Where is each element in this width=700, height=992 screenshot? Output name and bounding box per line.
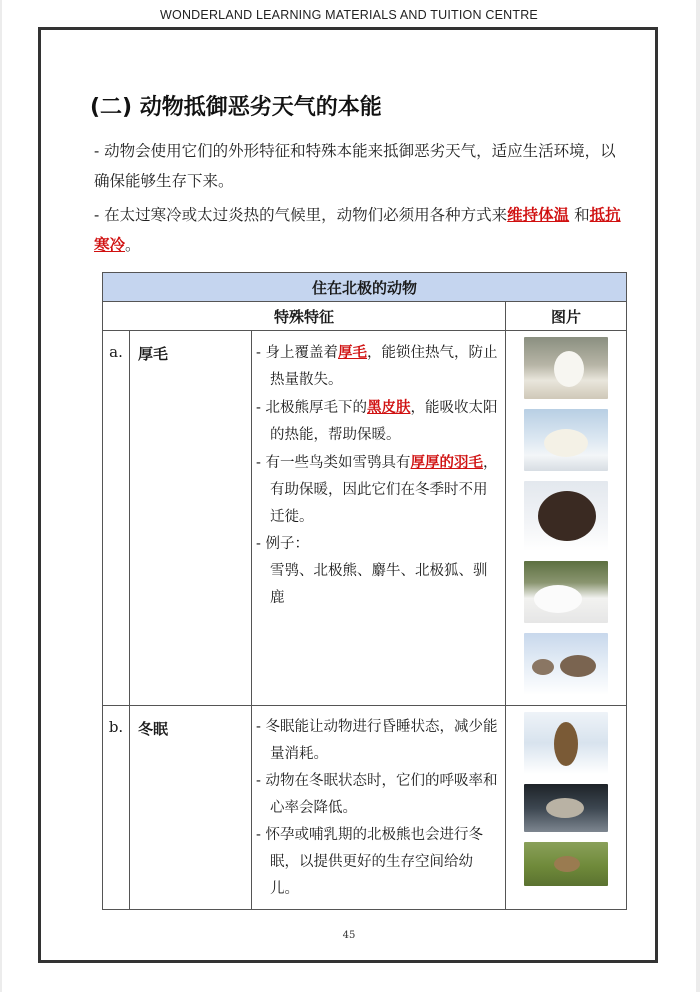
hibernating-bear-photo xyxy=(524,784,608,832)
feature-name: 冬眠 xyxy=(130,706,252,910)
climate-paragraph-end: 。 xyxy=(125,236,141,254)
picture-cell xyxy=(506,706,627,910)
climate-paragraph-and: 和 xyxy=(569,206,590,224)
intro-paragraph: - 动物会使用它们的外形特征和特殊本能来抵御恶劣天气，适应生活环境，以确保能够生存下来。 xyxy=(94,142,616,190)
list-item: - 有一些鸟类如雪鸮具有厚厚的羽毛，有助保暖，因此它们在冬季时不用迁徙。 xyxy=(256,454,498,525)
highlight-thick-fur: 厚毛 xyxy=(338,344,368,361)
polar-bear-photo xyxy=(524,409,608,471)
list-item: - 冬眠能让动物进行昏睡状态，减少能量消耗。 xyxy=(256,719,498,762)
row-label: a. xyxy=(103,331,130,706)
highlight-keep-temperature: 维持体温 xyxy=(507,205,570,224)
list-item: - 身上覆盖着厚毛，能锁住热气，防止热量散失。 xyxy=(256,344,498,388)
highlight-resist-cold: 抵抗寒冷 xyxy=(94,205,621,254)
list-item: - 北极熊厚毛下的黑皮肤，能吸收太阳的热能，帮助保暖。 xyxy=(256,399,498,443)
table-title: 住在北极的动物 xyxy=(103,273,627,302)
feature-name: 厚毛 xyxy=(130,331,252,706)
column-header-pictures: 图片 xyxy=(506,302,627,331)
reindeer-photo xyxy=(524,633,608,695)
list-item: 雪鸮、北极熊、麝牛、北极狐、驯鹿 xyxy=(270,563,488,606)
section-title: (二) 动物抵御恶劣天气的本能 xyxy=(90,95,382,120)
table-row xyxy=(103,706,627,910)
row-label: b. xyxy=(103,706,130,910)
table-row xyxy=(103,331,627,706)
feature-description xyxy=(252,706,506,910)
document-page xyxy=(2,0,696,992)
page-header: WONDERLAND LEARNING MATERIALS AND TUITION CENTRE xyxy=(160,8,538,22)
arctic-fox-photo xyxy=(524,561,608,623)
feature-description xyxy=(252,331,506,706)
list-item: - 怀孕或哺乳期的北极熊也会进行冬眠，以提供更好的生存空间给幼儿。 xyxy=(256,827,484,897)
climate-paragraph-text: - 在太过寒冷或太过炎热的气候里，动物们必须用各种方式来 xyxy=(94,206,508,224)
ground-squirrel-photo xyxy=(524,842,608,886)
climate-paragraph xyxy=(94,200,624,260)
highlight-thick-feathers: 厚厚的羽毛 xyxy=(410,454,484,471)
picture-cell xyxy=(506,331,627,706)
arctic-animals-table xyxy=(102,272,627,910)
list-item: - 例子： xyxy=(256,536,310,552)
column-header-features: 特殊特征 xyxy=(103,302,506,331)
page-number: 45 xyxy=(342,930,356,941)
musk-ox-photo xyxy=(524,481,608,551)
marmot-photo xyxy=(524,712,608,774)
list-item: - 动物在冬眠状态时，它们的呼吸率和心率会降低。 xyxy=(256,773,498,816)
snowy-owl-photo xyxy=(524,337,608,399)
highlight-black-skin: 黑皮肤 xyxy=(367,399,411,416)
